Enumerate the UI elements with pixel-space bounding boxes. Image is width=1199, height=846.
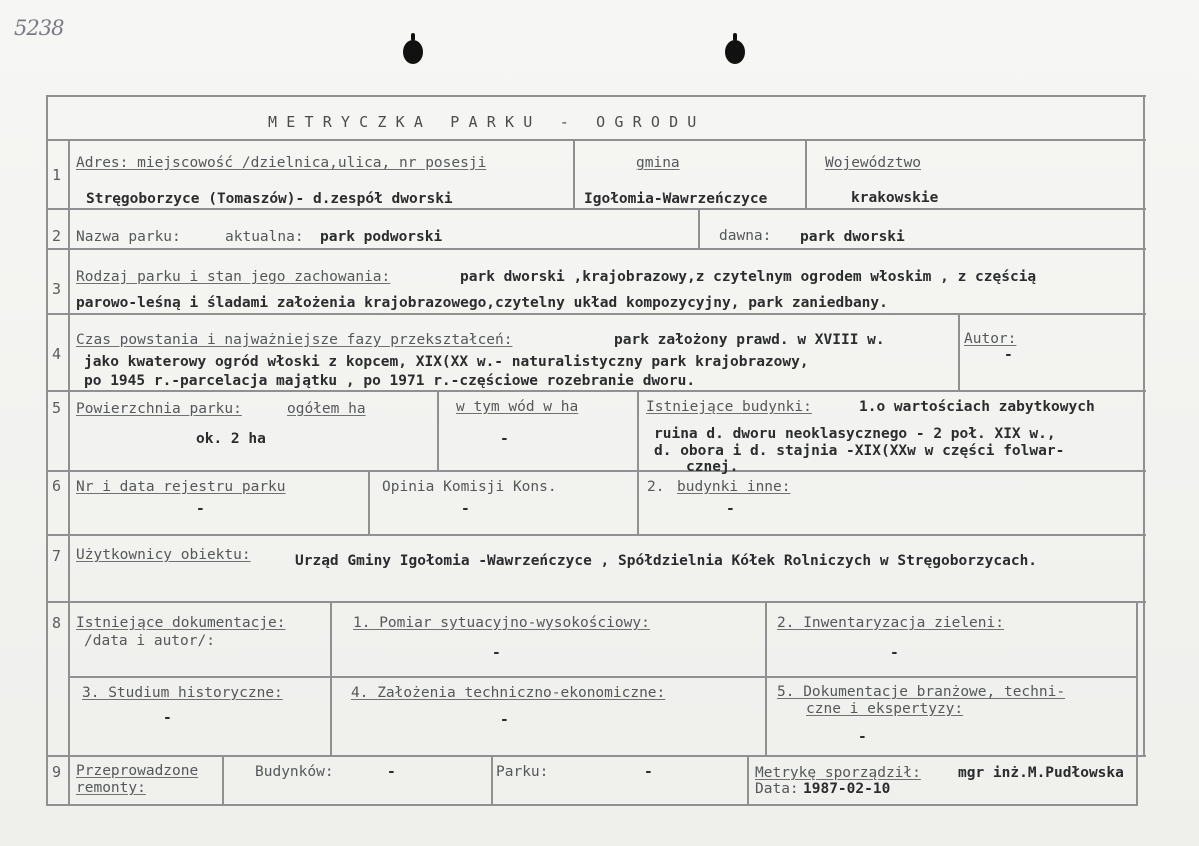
buildings-line2: d. obora i d. stajnia -XIX(XXw w części folwar- bbox=[654, 443, 1065, 459]
documentation-label: Istniejące dokumentacje: bbox=[76, 615, 286, 631]
repairs-label-line1: Przeprowadzone bbox=[76, 763, 199, 779]
current-name-label: aktualna: bbox=[225, 229, 304, 245]
prepared-by-label: Metrykę sporządził: bbox=[755, 765, 921, 781]
buildings-line1: ruina d. dworu neoklasycznego - 2 poł. XIX w., bbox=[654, 426, 1056, 442]
greenery-inventory-value: - bbox=[890, 645, 899, 661]
author-label: Autor: bbox=[964, 331, 1017, 347]
park-repairs-value: - bbox=[644, 764, 653, 780]
date-value: 1987-02-10 bbox=[803, 781, 891, 797]
register-value: - bbox=[196, 501, 205, 517]
other-buildings-value: - bbox=[726, 501, 735, 517]
commission-value: - bbox=[461, 501, 470, 517]
water-area-label: w tym wód w ha bbox=[456, 399, 579, 415]
history-line1: park założony prawd. w XVIII w. bbox=[614, 332, 885, 348]
greenery-inventory-label: 2. Inwentaryzacja zieleni: bbox=[777, 615, 1004, 631]
buildings-line3: cznej. bbox=[686, 459, 739, 475]
documentation-sublabel: /data i autor/: bbox=[84, 633, 215, 649]
former-name-value: park dworski bbox=[800, 229, 905, 245]
repairs-label-line2: remonty: bbox=[76, 780, 146, 796]
punch-hole-left bbox=[403, 40, 423, 64]
area-label: Powierzchnia parku: bbox=[76, 401, 242, 417]
other-buildings-number: 2. bbox=[647, 479, 665, 495]
history-line2: jako kwaterowy ogród włoski z kopcem, XIX(XX w.- naturalistyczny park krajobrazowy, bbox=[84, 354, 809, 370]
history-line3: po 1945 r.-parcelacja majątku , po 1971 r.-częściowe rozebranie dworu. bbox=[84, 373, 696, 389]
historical-study-value: - bbox=[163, 710, 172, 726]
park-type-line2: parowo-leśną i śladami założenia krajobrazowego,czytelny układ kompozycyjny, park zaniedbany. bbox=[76, 295, 888, 311]
park-repairs-label: Parku: bbox=[496, 764, 549, 780]
gmina-label: gmina bbox=[636, 155, 680, 171]
historical-study-label: 3. Studium historyczne: bbox=[82, 685, 283, 701]
archive-number: 5238 bbox=[14, 16, 64, 40]
punch-hole-right bbox=[725, 40, 745, 64]
commission-label: Opinia Komisji Kons. bbox=[382, 479, 557, 495]
row-number: 2 bbox=[52, 227, 62, 245]
row-number: 8 bbox=[52, 614, 62, 632]
branch-docs-label-line2: czne i ekspertyzy: bbox=[806, 701, 964, 717]
register-label: Nr i data rejestru parku bbox=[76, 479, 286, 495]
address-value: Stręgoborzyce (Tomaszów)- d.zespół dworski bbox=[86, 191, 453, 207]
building-repairs-label: Budynków: bbox=[255, 764, 334, 780]
survey-label: 1. Pomiar sytuacyjno-wysokościowy: bbox=[353, 615, 650, 631]
row-number: 4 bbox=[52, 345, 62, 363]
park-type-line1: park dworski ,krajobrazowy,z czytelnym ogrodem włoskim , z częścią bbox=[460, 269, 1037, 285]
area-total-value: ok. 2 ha bbox=[196, 431, 266, 447]
building-repairs-value: - bbox=[387, 764, 396, 780]
former-name-label: dawna: bbox=[719, 228, 772, 244]
row-number: 1 bbox=[52, 166, 62, 184]
row-number: 9 bbox=[52, 763, 62, 781]
other-buildings-label: budynki inne: bbox=[677, 479, 791, 495]
row-number: 3 bbox=[52, 280, 62, 298]
history-label: Czas powstania i najważniejsze fazy przekształceń: bbox=[76, 332, 513, 348]
voivodeship-label: Województwo bbox=[825, 155, 922, 171]
branch-docs-label-line1: 5. Dokumentacje branżowe, techni- bbox=[777, 684, 1066, 700]
water-area-value: - bbox=[500, 431, 509, 447]
voivodeship-value: krakowskie bbox=[851, 190, 939, 206]
survey-value: - bbox=[492, 645, 501, 661]
row-number: 5 bbox=[52, 399, 62, 417]
branch-docs-value: - bbox=[858, 729, 867, 745]
park-name-label: Nazwa parku: bbox=[76, 229, 181, 245]
prepared-by-value: mgr inż.M.Pudłowska bbox=[958, 765, 1124, 781]
form-title: METRYCZKA PARKU - OGRODU bbox=[268, 113, 706, 131]
users-value: Urząd Gminy Igołomia -Wawrzeńczyce , Spółdzielnia Kółek Rolniczych w Stręgoborzycach. bbox=[295, 553, 1038, 569]
row-number: 7 bbox=[52, 547, 62, 565]
park-type-label: Rodzaj parku i stan jego zachowania: bbox=[76, 269, 391, 285]
technical-plan-value: - bbox=[500, 712, 509, 728]
row-number: 6 bbox=[52, 477, 62, 495]
address-label: Adres: miejscowość /dzielnica,ulica, nr posesji bbox=[76, 155, 487, 171]
area-total-label: ogółem ha bbox=[287, 401, 366, 417]
buildings-label: Istniejące budynki: bbox=[646, 399, 812, 415]
date-label: Data: bbox=[755, 781, 799, 797]
users-label: Użytkownicy obiektu: bbox=[76, 547, 251, 563]
current-name-value: park podworski bbox=[320, 229, 443, 245]
technical-plan-label: 4. Założenia techniczno-ekonomiczne: bbox=[351, 685, 666, 701]
monument-buildings-label: 1.o wartościach zabytkowych bbox=[859, 399, 1095, 415]
author-value: - bbox=[1004, 347, 1013, 363]
gmina-value: Igołomia-Wawrzeńczyce bbox=[584, 191, 768, 207]
